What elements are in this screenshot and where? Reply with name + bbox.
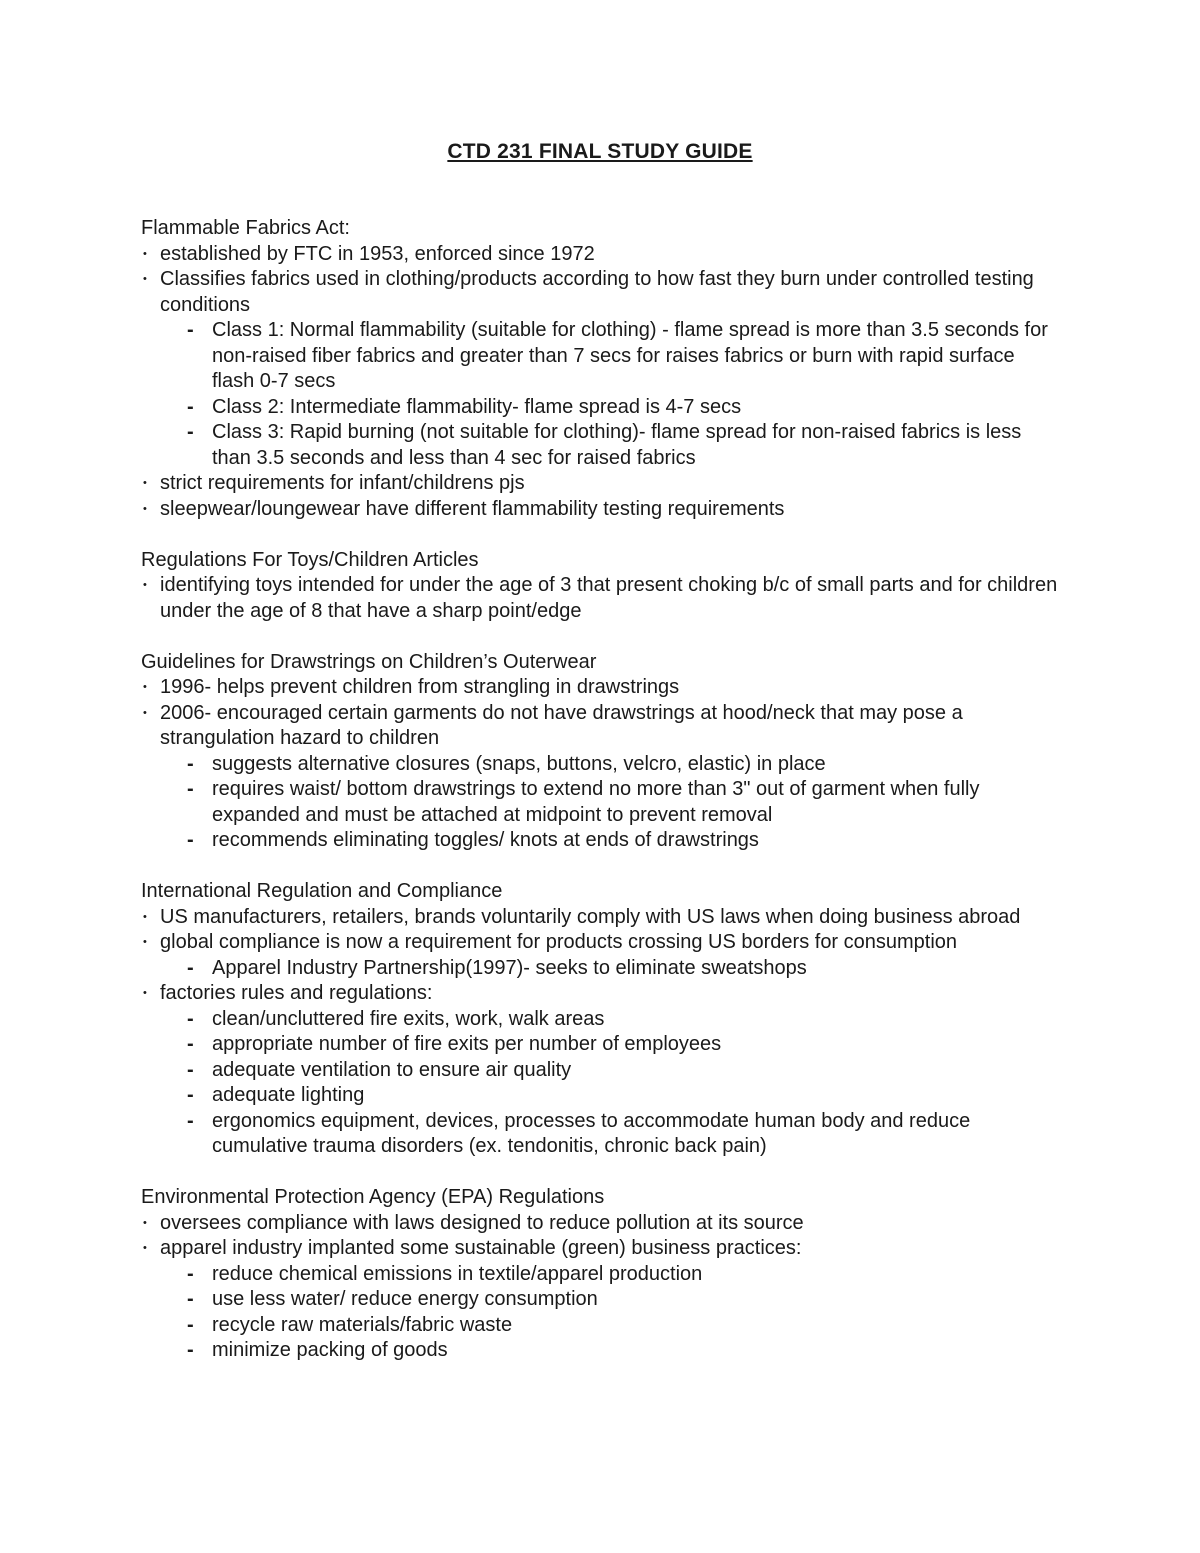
sub-bullet-text: Class 3: Rapid burning (not suitable for clothing)- flame spread for non-raised fabrics is less than 3.5 seconds and less than 4 sec for raised fabrics	[212, 421, 1022, 469]
sub-bullet-text: reduce chemical emissions in textile/apparel production	[212, 1262, 703, 1285]
section	[141, 879, 1061, 1160]
sub-bullet-item	[141, 1262, 1061, 1288]
sub-bullet-item	[141, 1083, 1061, 1109]
bullet-icon: •	[143, 1242, 147, 1254]
sub-bullet-item	[141, 1007, 1061, 1033]
bullet-item	[141, 242, 1061, 268]
section	[141, 1185, 1061, 1364]
bullet-text: established by FTC in 1953, enforced since 1972	[160, 242, 595, 265]
sub-bullet-item	[141, 1109, 1061, 1160]
bullet-item	[141, 1211, 1061, 1237]
dash-icon: -	[187, 1109, 194, 1132]
bullet-text: Classifies fabrics used in clothing/products according to how fast they burn under controlled testing conditions	[160, 268, 1034, 316]
sub-bullet-text: adequate lighting	[212, 1084, 365, 1106]
bullet-item	[141, 573, 1061, 624]
bullet-text: 1996- helps prevent children from strangling in drawstrings	[160, 676, 680, 698]
sub-bullet-text: use less water/ reduce energy consumption	[212, 1288, 598, 1310]
dash-icon: -	[187, 1084, 194, 1106]
sub-bullet-text: appropriate number of fire exits per number of employees	[212, 1033, 722, 1055]
sub-bullet-text: ergonomics equipment, devices, processes to accommodate human body and reduce cumulative trauma disorders (ex. tendonitis, chronic back pain)	[212, 1109, 971, 1157]
dash-icon: -	[187, 829, 194, 851]
sub-bullet-item	[141, 1313, 1061, 1339]
bullet-icon: •	[143, 1216, 147, 1229]
bullet-icon: •	[143, 936, 147, 948]
sub-bullet-item	[141, 777, 1061, 828]
section-heading: International Regulation and Compliance	[141, 880, 503, 902]
section-heading: Flammable Fabrics Act:	[141, 217, 350, 239]
sub-bullet-text: clean/uncluttered fire exits, work, walk areas	[212, 1007, 605, 1030]
sub-bullet-item	[141, 956, 1061, 982]
sub-bullet-text: minimize packing of goods	[212, 1339, 448, 1361]
dash-icon: -	[187, 1288, 194, 1310]
bullet-item	[141, 471, 1061, 497]
bullet-item	[141, 905, 1061, 931]
bullet-icon: •	[143, 681, 147, 693]
bullet-icon: •	[143, 987, 147, 999]
section	[141, 216, 1061, 522]
dash-icon: -	[187, 1262, 194, 1285]
bullet-item	[141, 267, 1061, 318]
bullet-item	[141, 701, 1061, 752]
bullet-text: factories rules and regulations:	[160, 982, 433, 1004]
bullet-list	[141, 242, 1061, 523]
dash-icon: -	[187, 395, 194, 418]
sub-bullet-item	[141, 1032, 1061, 1058]
dash-icon: -	[187, 1339, 194, 1361]
sub-bullet-item	[141, 1287, 1061, 1313]
sub-bullet-text: Apparel Industry Partnership(1997)- seeks to eliminate sweatshops	[212, 956, 807, 979]
bullet-text: apparel industry implanted some sustainable (green) business practices:	[160, 1237, 802, 1259]
dash-icon: -	[187, 1313, 194, 1336]
sub-bullet-item	[141, 318, 1061, 395]
dash-icon: -	[187, 1058, 194, 1081]
sub-bullet-text: adequate ventilation to ensure air quality	[212, 1058, 572, 1081]
bullet-icon: •	[143, 579, 147, 591]
bullet-list	[141, 1211, 1061, 1364]
bullet-text: identifying toys intended for under the age of 3 that present choking b/c of small parts and for children under the age of 8 that have a sharp point/edge	[160, 574, 1058, 622]
bullet-list	[141, 573, 1061, 624]
dash-icon: -	[187, 421, 194, 443]
sub-bullet-text: Class 2: Intermediate flammability- flame spread is 4-7 secs	[212, 395, 742, 418]
document-body	[141, 216, 1061, 1389]
bullet-list	[141, 675, 1061, 854]
dash-icon: -	[187, 778, 194, 800]
bullet-icon: •	[143, 706, 147, 719]
sub-bullet-text: suggests alternative closures (snaps, buttons, velcro, elastic) in place	[212, 752, 826, 775]
bullet-text: global compliance is now a requirement for products crossing US borders for consumption	[160, 931, 958, 953]
bullet-icon: •	[143, 910, 147, 923]
sub-bullet-item	[141, 395, 1061, 421]
sub-bullet-text: recommends eliminating toggles/ knots at ends of drawstrings	[212, 829, 759, 851]
bullet-text: 2006- encouraged certain garments do not have drawstrings at hood/neck that may pose a strangulation hazard to children	[160, 701, 963, 749]
bullet-text: oversees compliance with laws designed to reduce pollution at its source	[160, 1211, 804, 1234]
dash-icon: -	[187, 956, 194, 979]
bullet-icon: •	[143, 273, 147, 285]
bullet-item	[141, 497, 1061, 523]
dash-icon: -	[187, 319, 194, 341]
bullet-item	[141, 1236, 1061, 1262]
bullet-icon: •	[143, 477, 147, 489]
bullet-list	[141, 905, 1061, 1160]
section	[141, 650, 1061, 854]
bullet-text: strict requirements for infant/childrens pjs	[160, 472, 525, 494]
bullet-icon: •	[143, 247, 147, 260]
sub-bullet-item	[141, 828, 1061, 854]
section	[141, 548, 1061, 625]
bullet-icon: •	[143, 502, 147, 515]
section-heading: Environmental Protection Agency (EPA) Regulations	[141, 1186, 605, 1208]
bullet-item	[141, 675, 1061, 701]
dash-icon: -	[187, 1033, 194, 1055]
section-heading: Guidelines for Drawstrings on Children’s Outerwear	[141, 650, 597, 673]
sub-bullet-text: recycle raw materials/fabric waste	[212, 1313, 513, 1336]
sub-bullet-text: Class 1: Normal flammability (suitable for clothing) - flame spread is more than 3.5 seconds for non-raised fiber fabrics and greater than 7 secs for raises fabrics or burn with rapid surface flash 0-7 secs	[212, 319, 1048, 392]
bullet-item	[141, 930, 1061, 956]
dash-icon: -	[187, 1007, 194, 1030]
bullet-item	[141, 981, 1061, 1007]
sub-bullet-item	[141, 420, 1061, 471]
section-heading: Regulations For Toys/Children Articles	[141, 548, 479, 571]
bullet-text: US manufacturers, retailers, brands voluntarily comply with US laws when doing business abroad	[160, 905, 1021, 928]
sub-bullet-item	[141, 752, 1061, 778]
sub-bullet-item	[141, 1338, 1061, 1364]
bullet-text: sleepwear/loungewear have different flammability testing requirements	[160, 497, 785, 520]
dash-icon: -	[187, 752, 194, 775]
sub-bullet-item	[141, 1058, 1061, 1084]
document-title: CTD 231 FINAL STUDY GUIDE	[447, 140, 753, 163]
sub-bullet-text: requires waist/ bottom drawstrings to extend no more than 3" out of garment when fully expanded and must be attached at midpoint to prevent removal	[212, 778, 980, 826]
